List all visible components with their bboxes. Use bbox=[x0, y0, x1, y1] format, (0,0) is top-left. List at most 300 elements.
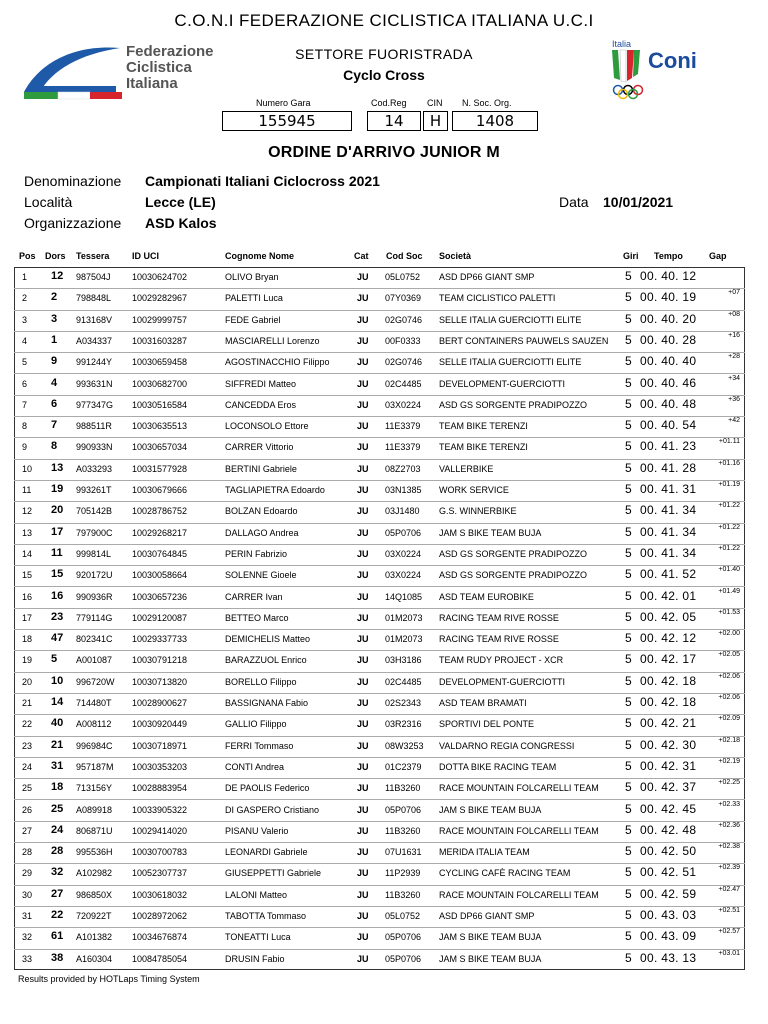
cell-team-name: JAM S BIKE TEAM BUJA bbox=[439, 804, 542, 815]
cell-position: 28 bbox=[22, 847, 33, 858]
cell-laps: 5 bbox=[625, 908, 632, 922]
table-row bbox=[14, 310, 745, 332]
cell-category: JU bbox=[357, 783, 369, 794]
column-header-cat: Cat bbox=[354, 251, 369, 261]
cell-laps: 5 bbox=[625, 418, 632, 433]
table-row bbox=[14, 331, 745, 353]
cell-bib-number: 17 bbox=[51, 525, 64, 538]
cell-rider-name: CARRER Ivan bbox=[225, 591, 283, 602]
cell-uci-id: 10031603287 bbox=[132, 335, 188, 346]
cell-category: JU bbox=[357, 868, 369, 879]
cell-license-number: 991244Y bbox=[76, 357, 113, 368]
cell-team-name: JAM S BIKE TEAM BUJA bbox=[439, 932, 542, 943]
cell-category: JU bbox=[357, 911, 369, 921]
cell-position: 13 bbox=[22, 527, 33, 538]
table-row bbox=[14, 523, 745, 545]
cell-rider-name: CARRER Vittorio bbox=[225, 442, 294, 453]
cell-category: JU bbox=[357, 506, 369, 517]
cell-laps: 5 bbox=[625, 482, 632, 496]
cell-time-gap: +07 bbox=[728, 289, 740, 297]
cell-finish-time: 00. 42. 50 bbox=[640, 844, 697, 859]
cell-finish-time: 00. 41. 34 bbox=[640, 524, 697, 539]
cell-position: 7 bbox=[22, 399, 28, 410]
cell-team-name: ASD TEAM BRAMATI bbox=[439, 698, 527, 708]
cell-team-code: 03X0224 bbox=[385, 570, 422, 581]
table-row bbox=[14, 821, 745, 843]
cell-uci-id: 10033905322 bbox=[132, 804, 188, 815]
cell-license-number: 714480T bbox=[76, 698, 112, 708]
cell-position: 1 bbox=[22, 272, 28, 282]
cell-team-code: 11B3260 bbox=[385, 889, 421, 900]
cell-team-code: 02C4485 bbox=[385, 676, 422, 687]
cell-uci-id: 10030624702 bbox=[132, 272, 188, 282]
cell-position: 21 bbox=[22, 698, 33, 708]
cell-time-gap: +02.57 bbox=[718, 928, 740, 936]
cell-time-gap: +02.09 bbox=[718, 715, 740, 723]
cell-time-gap: +01.40 bbox=[718, 566, 740, 574]
cell-category: JU bbox=[357, 847, 369, 858]
cell-bib-number: 40 bbox=[51, 717, 64, 730]
cell-time-gap: +02.25 bbox=[718, 779, 740, 787]
cell-rider-name: SIFFREDI Matteo bbox=[225, 378, 297, 389]
cell-uci-id: 10030516584 bbox=[132, 399, 188, 410]
cell-bib-number: 4 bbox=[51, 376, 58, 389]
cell-position: 4 bbox=[22, 335, 28, 346]
localita-value: Lecce (LE) bbox=[145, 194, 216, 210]
cell-team-code: 14Q1085 bbox=[385, 591, 423, 602]
cell-rider-name: GIUSEPPETTI Gabriele bbox=[225, 868, 322, 879]
cell-uci-id: 10028786752 bbox=[132, 506, 188, 517]
cell-time-gap: +16 bbox=[728, 331, 740, 339]
cell-license-number: A034337 bbox=[76, 335, 113, 346]
table-row bbox=[14, 480, 745, 502]
cell-rider-name: BERTINI Gabriele bbox=[225, 463, 297, 474]
column-header-societa: Società bbox=[439, 251, 472, 261]
cell-category: JU bbox=[357, 335, 369, 346]
cell-team-name: ASD TEAM EUROBIKE bbox=[439, 591, 534, 602]
cell-finish-time: 00. 42. 12 bbox=[640, 631, 697, 646]
cell-license-number: 806871U bbox=[76, 825, 113, 836]
cell-category: JU bbox=[357, 527, 369, 538]
cell-license-number: A089918 bbox=[76, 804, 113, 815]
table-row bbox=[14, 714, 745, 736]
cell-category: JU bbox=[357, 761, 369, 772]
cell-team-name: ASD GS SORGENTE PRADIPOZZO bbox=[439, 570, 588, 581]
cell-laps: 5 bbox=[625, 354, 632, 369]
cell-time-gap: +36 bbox=[728, 395, 740, 403]
cell-rider-name: BORELLO Filippo bbox=[225, 676, 297, 687]
cell-position: 17 bbox=[22, 612, 33, 623]
cell-position: 12 bbox=[22, 506, 33, 517]
cell-team-name: TEAM BIKE TERENZI bbox=[439, 442, 528, 453]
cell-team-name: WORK SERVICE bbox=[439, 485, 509, 495]
cell-rider-name: BARAZZUOL Enrico bbox=[225, 655, 307, 666]
cell-uci-id: 10028883954 bbox=[132, 783, 188, 794]
table-row bbox=[14, 736, 745, 758]
cell-license-number: A033293 bbox=[76, 463, 113, 474]
cell-position: 5 bbox=[22, 357, 28, 368]
cell-uci-id: 10030700783 bbox=[132, 847, 188, 858]
cell-team-code: 11E3379 bbox=[385, 442, 421, 453]
cell-team-code: 03X0224 bbox=[385, 399, 422, 410]
cell-bib-number: 61 bbox=[51, 930, 64, 943]
table-row bbox=[14, 459, 745, 481]
cell-team-name: ASD DP66 GIANT SMP bbox=[439, 272, 535, 282]
cell-bib-number: 21 bbox=[51, 738, 64, 751]
cell-time-gap: +02.06 bbox=[718, 694, 740, 701]
cell-team-code: 05L0752 bbox=[385, 911, 421, 921]
denominazione-label: Denominazione bbox=[24, 173, 122, 189]
cell-bib-number: 27 bbox=[51, 887, 64, 900]
table-row bbox=[14, 608, 745, 630]
cell-category: JU bbox=[357, 485, 369, 495]
cell-category: JU bbox=[357, 932, 369, 943]
cell-category: JU bbox=[357, 442, 369, 453]
table-row bbox=[14, 544, 745, 566]
cell-license-number: 913168V bbox=[76, 314, 113, 325]
cell-rider-name: LALONI Matteo bbox=[225, 889, 288, 900]
cell-team-code: 03X0224 bbox=[385, 548, 422, 559]
cell-bib-number: 13 bbox=[51, 461, 64, 474]
table-row bbox=[14, 565, 745, 587]
cell-uci-id: 10029282967 bbox=[132, 293, 188, 304]
column-header-pos: Pos bbox=[19, 251, 36, 261]
cell-laps: 5 bbox=[625, 801, 632, 816]
denominazione-value: Campionati Italiani Ciclocross 2021 bbox=[145, 173, 380, 189]
cell-time-gap: +02.47 bbox=[718, 885, 740, 893]
column-header-giri: Giri bbox=[623, 251, 639, 261]
table-row bbox=[14, 437, 745, 459]
cell-team-code: 03R2316 bbox=[385, 719, 422, 730]
cell-finish-time: 00. 43. 13 bbox=[640, 950, 697, 965]
cell-finish-time: 00. 42. 30 bbox=[640, 737, 697, 752]
cell-bib-number: 23 bbox=[51, 610, 64, 623]
cell-position: 26 bbox=[22, 804, 33, 815]
cell-laps: 5 bbox=[625, 567, 632, 582]
sector-label: SETTORE FUORISTRADA bbox=[295, 46, 473, 62]
table-row bbox=[14, 587, 745, 609]
cell-rider-name: SOLENNE Gioele bbox=[225, 570, 297, 581]
cell-finish-time: 00. 41. 34 bbox=[640, 545, 697, 560]
cell-license-number: 797900C bbox=[76, 527, 113, 538]
cell-bib-number: 24 bbox=[51, 823, 64, 836]
cell-category: JU bbox=[357, 740, 369, 751]
cell-bib-number: 11 bbox=[51, 546, 63, 559]
cell-finish-time: 00. 40. 20 bbox=[640, 311, 697, 326]
cell-team-code: 02G0746 bbox=[385, 314, 423, 325]
table-row bbox=[14, 949, 745, 970]
column-header-gap: Gap bbox=[709, 251, 727, 261]
cell-laps: 5 bbox=[625, 822, 632, 837]
cell-laps: 5 bbox=[625, 695, 632, 709]
cell-bib-number: 6 bbox=[51, 397, 58, 410]
column-header-id-uci: ID UCI bbox=[132, 251, 159, 261]
cell-finish-time: 00. 42. 45 bbox=[640, 801, 697, 816]
cell-team-code: 05P0706 bbox=[385, 527, 422, 538]
cell-team-name: TEAM RUDY PROJECT - XCR bbox=[439, 655, 564, 666]
cell-team-name: MERIDA ITALIA TEAM bbox=[439, 847, 530, 858]
code-label-numero-gara: Numero Gara bbox=[256, 98, 311, 108]
cell-uci-id: 10030659458 bbox=[132, 357, 188, 368]
cell-team-name: VALDARNO REGIA CONGRESSI bbox=[439, 740, 575, 751]
cell-license-number: 996984C bbox=[76, 740, 113, 751]
cell-finish-time: 00. 42. 17 bbox=[640, 652, 697, 667]
cell-bib-number: 19 bbox=[51, 483, 64, 495]
cell-laps: 5 bbox=[625, 439, 632, 454]
cell-bib-number: 16 bbox=[51, 589, 64, 602]
cell-uci-id: 10030058664 bbox=[132, 570, 188, 581]
cell-team-code: 08W3253 bbox=[385, 740, 424, 751]
cell-uci-id: 10029337733 bbox=[132, 634, 188, 645]
cell-finish-time: 00. 42. 21 bbox=[640, 716, 697, 731]
cell-team-name: G.S. WINNERBIKE bbox=[439, 506, 517, 517]
cell-position: 9 bbox=[22, 442, 28, 453]
cell-time-gap: +01.49 bbox=[718, 587, 740, 595]
cell-license-number: A001087 bbox=[76, 655, 113, 666]
cell-team-code: 05P0706 bbox=[385, 804, 422, 815]
cell-rider-name: BETTEO Marco bbox=[225, 612, 289, 623]
cell-time-gap: +02.05 bbox=[718, 651, 740, 659]
cell-uci-id: 10029268217 bbox=[132, 527, 188, 538]
cell-time-gap: +01.11 bbox=[718, 438, 740, 446]
cell-laps: 5 bbox=[625, 737, 632, 752]
cell-position: 32 bbox=[22, 932, 33, 943]
organizzazione-label: Organizzazione bbox=[24, 215, 122, 231]
cell-laps: 5 bbox=[625, 673, 632, 688]
cell-team-name: ASD GS SORGENTE PRADIPOZZO bbox=[439, 548, 588, 559]
cell-position: 27 bbox=[22, 825, 33, 836]
cell-team-code: 02G0746 bbox=[385, 357, 423, 368]
cell-license-number: 993631N bbox=[76, 378, 113, 389]
cell-finish-time: 00. 42. 18 bbox=[640, 695, 697, 709]
cell-rider-name: FEDE Gabriel bbox=[225, 314, 281, 325]
cell-rider-name: LEONARDI Gabriele bbox=[225, 847, 308, 858]
cell-position: 16 bbox=[22, 591, 33, 602]
table-row bbox=[14, 842, 745, 864]
cell-rider-name: DRUSIN Fabio bbox=[225, 953, 285, 964]
cell-team-code: 08Z2703 bbox=[385, 463, 421, 474]
cell-category: JU bbox=[357, 293, 369, 304]
cell-time-gap: +02.36 bbox=[718, 821, 740, 829]
cell-team-name: CYCLING CAFÈ RACING TEAM bbox=[439, 868, 571, 879]
cell-rider-name: LOCONSOLO Ettore bbox=[225, 421, 309, 432]
cell-team-name: RACE MOUNTAIN FOLCARELLI TEAM bbox=[439, 825, 599, 836]
cell-position: 3 bbox=[22, 314, 28, 325]
cell-bib-number: 2 bbox=[51, 291, 58, 304]
cell-category: JU bbox=[357, 953, 369, 964]
cell-time-gap: +42 bbox=[728, 417, 740, 425]
cell-position: 6 bbox=[22, 378, 28, 389]
cell-position: 25 bbox=[22, 783, 33, 794]
cell-rider-name: TAGLIAPIETRA Edoardo bbox=[225, 485, 325, 495]
cell-license-number: A101382 bbox=[76, 932, 113, 943]
cell-uci-id: 10030353203 bbox=[132, 761, 188, 772]
cell-laps: 5 bbox=[625, 865, 632, 880]
cell-uci-id: 10030679666 bbox=[132, 485, 188, 495]
table-row bbox=[14, 693, 745, 715]
cell-bib-number: 22 bbox=[51, 909, 64, 921]
cell-category: JU bbox=[357, 463, 369, 474]
cell-uci-id: 10030713820 bbox=[132, 676, 188, 687]
cell-bib-number: 31 bbox=[51, 759, 64, 772]
cell-team-name: RACING TEAM RIVE ROSSE bbox=[439, 634, 559, 645]
cell-team-name: DEVELOPMENT-GUERCIOTTI bbox=[439, 676, 566, 687]
cell-team-name: ASD DP66 GIANT SMP bbox=[439, 911, 535, 921]
cell-laps: 5 bbox=[625, 545, 632, 560]
cell-time-gap: +08 bbox=[728, 310, 740, 318]
cell-team-code: 11B3260 bbox=[385, 783, 421, 794]
cell-time-gap: +01.22 bbox=[718, 523, 740, 531]
cell-team-name: SPORTIVI DEL PONTE bbox=[439, 719, 535, 730]
code-box-soc-org: 1408 bbox=[452, 111, 538, 131]
cell-category: JU bbox=[357, 634, 369, 645]
cell-uci-id: 10030635513 bbox=[132, 421, 188, 432]
cell-time-gap: +01.22 bbox=[718, 502, 740, 510]
cell-position: 20 bbox=[22, 676, 33, 687]
document-title: ORDINE D'ARRIVO JUNIOR M bbox=[268, 144, 500, 161]
cell-license-number: 995536H bbox=[76, 847, 113, 858]
cell-license-number: 920172U bbox=[76, 570, 113, 581]
cell-rider-name: FERRI Tommaso bbox=[225, 740, 294, 751]
cell-rider-name: PISANU Valerio bbox=[225, 825, 289, 836]
cell-team-name: VALLERBIKE bbox=[439, 463, 494, 474]
table-row bbox=[14, 395, 745, 417]
cell-uci-id: 10030682700 bbox=[132, 378, 188, 389]
cell-license-number: 802341C bbox=[76, 634, 113, 645]
cell-finish-time: 00. 40. 46 bbox=[640, 375, 697, 390]
cell-team-code: 07Y0369 bbox=[385, 293, 422, 304]
cell-uci-id: 10030718971 bbox=[132, 740, 188, 751]
cell-position: 14 bbox=[22, 548, 33, 559]
cell-uci-id: 10030920449 bbox=[132, 719, 188, 730]
cell-finish-time: 00. 40. 40 bbox=[640, 354, 697, 369]
cell-category: JU bbox=[357, 314, 369, 325]
cell-category: JU bbox=[357, 804, 369, 815]
cell-rider-name: TABOTTA Tommaso bbox=[225, 911, 307, 921]
cell-position: 22 bbox=[22, 719, 33, 730]
cell-bib-number: 18 bbox=[51, 781, 64, 794]
cell-license-number: 977347G bbox=[76, 399, 114, 410]
cell-bib-number: 20 bbox=[51, 504, 64, 517]
organizzazione-value: ASD Kalos bbox=[145, 215, 217, 231]
coni-logo-top-text: Italia bbox=[612, 39, 632, 49]
column-header-tempo: Tempo bbox=[654, 251, 683, 261]
cell-laps: 5 bbox=[625, 460, 632, 475]
cell-license-number: 988511R bbox=[76, 421, 112, 432]
cell-laps: 5 bbox=[625, 588, 632, 603]
cell-category: JU bbox=[357, 272, 369, 282]
cell-finish-time: 00. 42. 01 bbox=[640, 588, 697, 603]
cell-uci-id: 10028900627 bbox=[132, 698, 188, 708]
cell-position: 18 bbox=[22, 634, 33, 645]
cell-bib-number: 8 bbox=[51, 440, 58, 453]
code-label-cod-reg: Cod.Reg bbox=[371, 98, 407, 108]
cell-rider-name: DE PAOLIS Federico bbox=[225, 783, 310, 794]
cell-team-name: TEAM CICLISTICO PALETTI bbox=[439, 293, 556, 304]
cell-category: JU bbox=[357, 719, 369, 730]
cell-bib-number: 1 bbox=[51, 333, 58, 346]
cell-laps: 5 bbox=[625, 609, 632, 624]
cell-team-name: SELLE ITALIA GUERCIOTTI ELITE bbox=[439, 357, 582, 368]
column-header-name: Cognome Nome bbox=[225, 251, 295, 261]
cell-team-name: DOTTA BIKE RACING TEAM bbox=[439, 761, 557, 772]
cell-category: JU bbox=[357, 421, 369, 432]
cell-category: JU bbox=[357, 612, 369, 623]
cell-team-name: BERT CONTAINERS PAUWELS SAUZEN bbox=[439, 335, 609, 346]
column-header-cod-soc: Cod Soc bbox=[386, 251, 423, 261]
table-row bbox=[14, 757, 745, 779]
cell-finish-time: 00. 41. 31 bbox=[640, 482, 697, 496]
cell-finish-time: 00. 43. 03 bbox=[640, 908, 697, 922]
table-row bbox=[14, 629, 745, 651]
cell-license-number: A102982 bbox=[76, 868, 113, 879]
cell-bib-number: 12 bbox=[51, 270, 64, 282]
cell-bib-number: 14 bbox=[51, 696, 64, 708]
cell-license-number: 999814L bbox=[76, 548, 112, 559]
cell-position: 31 bbox=[22, 911, 33, 921]
cell-rider-name: BOLZAN Edoardo bbox=[225, 506, 298, 517]
cell-category: JU bbox=[357, 676, 369, 687]
cell-laps: 5 bbox=[625, 652, 632, 667]
cell-category: JU bbox=[357, 825, 369, 836]
cell-uci-id: 10029414020 bbox=[132, 825, 188, 836]
cell-bib-number: 9 bbox=[51, 355, 58, 368]
table-row bbox=[14, 800, 745, 822]
table-row bbox=[14, 863, 745, 885]
cell-rider-name: AGOSTINACCHIO Filippo bbox=[225, 357, 330, 368]
cell-license-number: 990936R bbox=[76, 591, 113, 602]
cell-team-name: JAM S BIKE TEAM BUJA bbox=[439, 953, 542, 964]
cell-position: 33 bbox=[22, 953, 33, 964]
cell-bib-number: 38 bbox=[51, 951, 64, 964]
cell-uci-id: 10030791218 bbox=[132, 655, 188, 666]
cell-uci-id: 10034676874 bbox=[132, 932, 188, 943]
cell-rider-name: MASCIARELLI Lorenzo bbox=[225, 335, 320, 346]
cell-category: JU bbox=[357, 378, 369, 389]
column-header-dors: Dors bbox=[45, 251, 66, 261]
cell-team-code: 03N1385 bbox=[385, 485, 422, 495]
cell-laps: 5 bbox=[625, 631, 632, 646]
footer-credit: Results provided by HOTLaps Timing System bbox=[18, 974, 200, 984]
cell-finish-time: 00. 43. 09 bbox=[640, 929, 697, 944]
cell-time-gap: +02.33 bbox=[718, 800, 740, 808]
cell-laps: 5 bbox=[625, 844, 632, 859]
cell-category: JU bbox=[357, 357, 369, 368]
cell-rider-name: PERIN Fabrizio bbox=[225, 548, 288, 559]
cell-category: JU bbox=[357, 548, 369, 559]
code-box-cin: H bbox=[423, 111, 448, 131]
cell-license-number: A160304 bbox=[76, 953, 113, 964]
cell-laps: 5 bbox=[625, 332, 632, 347]
cell-license-number: 986850X bbox=[76, 889, 113, 900]
cell-uci-id: 10031577928 bbox=[132, 463, 188, 474]
cell-category: JU bbox=[357, 655, 369, 666]
cell-finish-time: 00. 42. 31 bbox=[640, 758, 697, 773]
table-row bbox=[14, 352, 745, 374]
cell-license-number: 996720W bbox=[76, 676, 115, 687]
cell-position: 30 bbox=[22, 889, 33, 900]
cell-laps: 5 bbox=[625, 886, 632, 901]
cell-laps: 5 bbox=[625, 758, 632, 773]
cell-time-gap: +02.19 bbox=[718, 757, 740, 765]
cell-time-gap: +28 bbox=[728, 353, 740, 361]
cell-license-number: 798848L bbox=[76, 293, 112, 304]
cell-uci-id: 10029999757 bbox=[132, 314, 188, 325]
cell-time-gap: +02.00 bbox=[718, 630, 740, 638]
code-label-cin: CIN bbox=[427, 98, 443, 108]
cell-team-code: 03J1480 bbox=[385, 506, 420, 517]
cell-rider-name: CONTI Andrea bbox=[225, 761, 285, 772]
